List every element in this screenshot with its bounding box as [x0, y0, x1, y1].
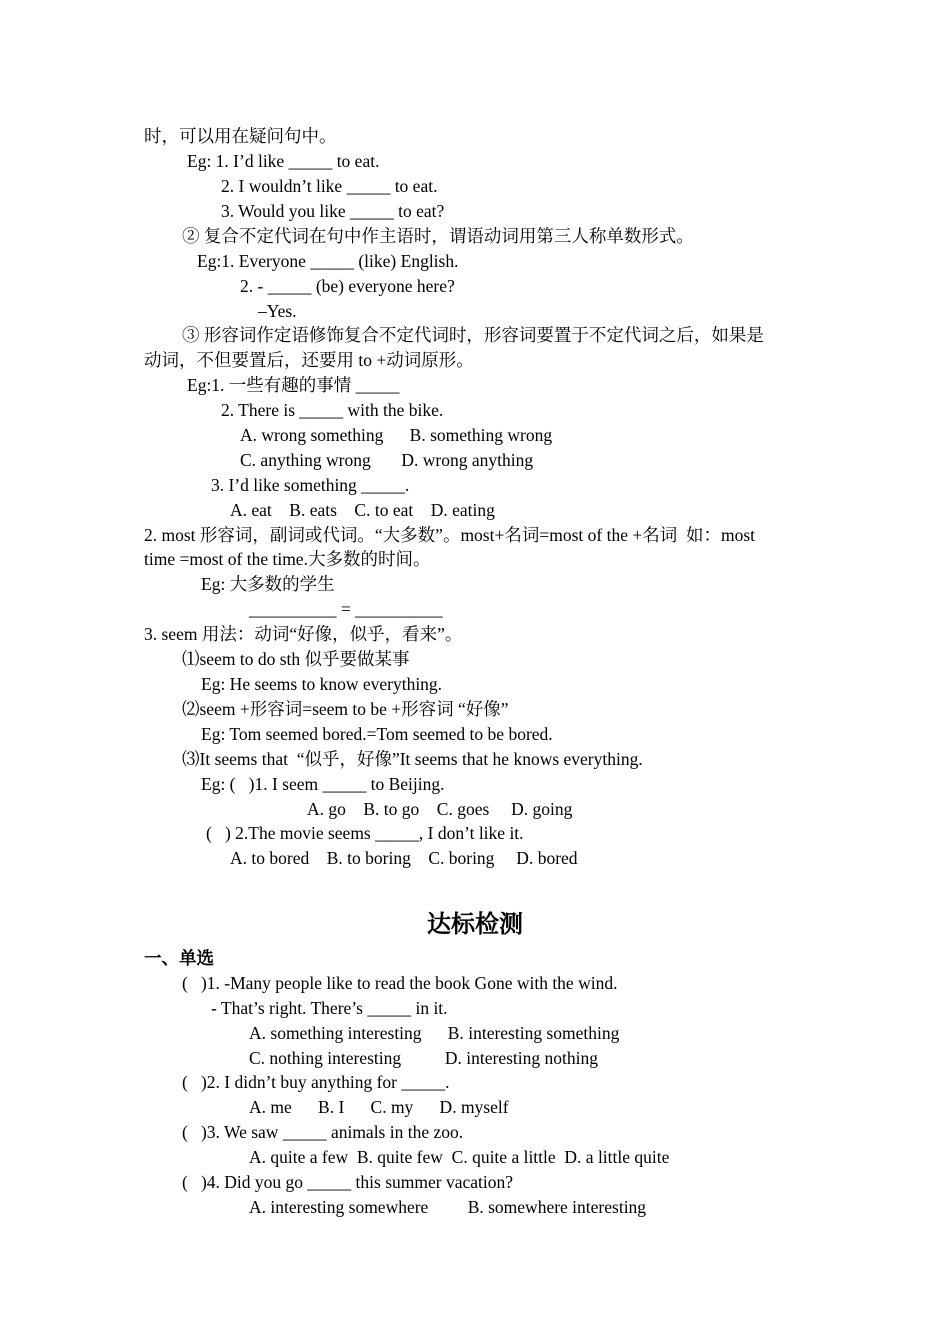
- quiz-line: A. something interesting B. interesting something: [249, 1023, 620, 1043]
- quiz-line: ( )1. -Many people like to read the book Gone with the wind.: [182, 973, 618, 993]
- text-line: 2. I wouldn’t like _____ to eat.: [221, 176, 438, 196]
- text-line: time =most of the time.大多数的时间。: [144, 549, 431, 569]
- quiz-line: C. nothing interesting D. interesting nothing: [249, 1048, 599, 1068]
- text-line: 3. I’d like something _____.: [211, 475, 410, 495]
- text-line: Eg: 1. I’d like _____ to eat.: [187, 151, 380, 171]
- quiz-line: A. quite a few B. quite few C. quite a little D. a little quite: [249, 1147, 670, 1167]
- quiz-line: ( )3. We saw _____ animals in the zoo.: [182, 1122, 464, 1142]
- text-line: 3. seem 用法：动词“好像，似乎，看来”。: [144, 624, 463, 644]
- text-line: ③ 形容词作定语修饰复合不定代词时，形容词要置于不定代词之后，如果是: [182, 325, 764, 345]
- text-line: –Yes.: [258, 301, 297, 321]
- text-line: 动词，不但要置后，还要用 to +动词原形。: [144, 350, 474, 370]
- text-line: A. to bored B. to boring C. boring D. bored: [230, 848, 578, 868]
- quiz-line: ( )4. Did you go _____ this summer vacation?: [182, 1172, 513, 1192]
- text-line: ⑶It seems that “似乎，好像”It seems that he knows everything.: [182, 749, 643, 769]
- text-line: ⑴seem to do sth 似乎要做某事: [182, 649, 410, 669]
- text-line: Eg: 大多数的学生: [201, 574, 335, 594]
- text-line: Eg:1. 一些有趣的事情 _____: [187, 375, 400, 395]
- text-line: __________ = __________: [249, 599, 443, 619]
- text-line: 2. most 形容词，副词或代词。“大多数”。most+名词=most of the +名词 如：most: [144, 525, 755, 545]
- quiz-line: A. me B. I C. my D. myself: [249, 1097, 509, 1117]
- text-line: 3. Would you like _____ to eat?: [221, 201, 445, 221]
- quiz-line: - That’s right. There’s _____ in it.: [211, 998, 448, 1018]
- text-line: Eg: He seems to know everything.: [201, 674, 443, 694]
- quiz-line: ( )2. I didn’t buy anything for _____.: [182, 1072, 450, 1092]
- text-line: Eg: Tom seemed bored.=Tom seemed to be bored.: [201, 724, 553, 744]
- text-line: 2. There is _____ with the bike.: [221, 400, 444, 420]
- text-line: 时，可以用在疑问句中。: [144, 126, 337, 146]
- text-line: A. go B. to go C. goes D. going: [307, 799, 573, 819]
- text-line: 2. - _____ (be) everyone here?: [240, 276, 455, 296]
- section-title: 达标检测: [427, 912, 523, 938]
- text-line: Eg:1. Everyone _____ (like) English.: [197, 251, 459, 271]
- text-line: ⑵seem +形容词=seem to be +形容词 “好像”: [182, 699, 509, 719]
- text-line: Eg: ( )1. I seem _____ to Beijing.: [201, 774, 445, 794]
- text-line: ② 复合不定代词在句中作主语时，谓语动词用第三人称单数形式。: [182, 226, 694, 246]
- subsection-title: 一、单选: [144, 948, 214, 968]
- quiz-line: A. interesting somewhere B. somewhere interesting: [249, 1197, 647, 1217]
- text-line: A. wrong something B. something wrong: [240, 425, 553, 445]
- text-line: ( ) 2.The movie seems _____, I don’t like it.: [206, 823, 524, 843]
- text-line: C. anything wrong D. wrong anything: [240, 450, 534, 470]
- text-line: A. eat B. eats C. to eat D. eating: [230, 500, 495, 520]
